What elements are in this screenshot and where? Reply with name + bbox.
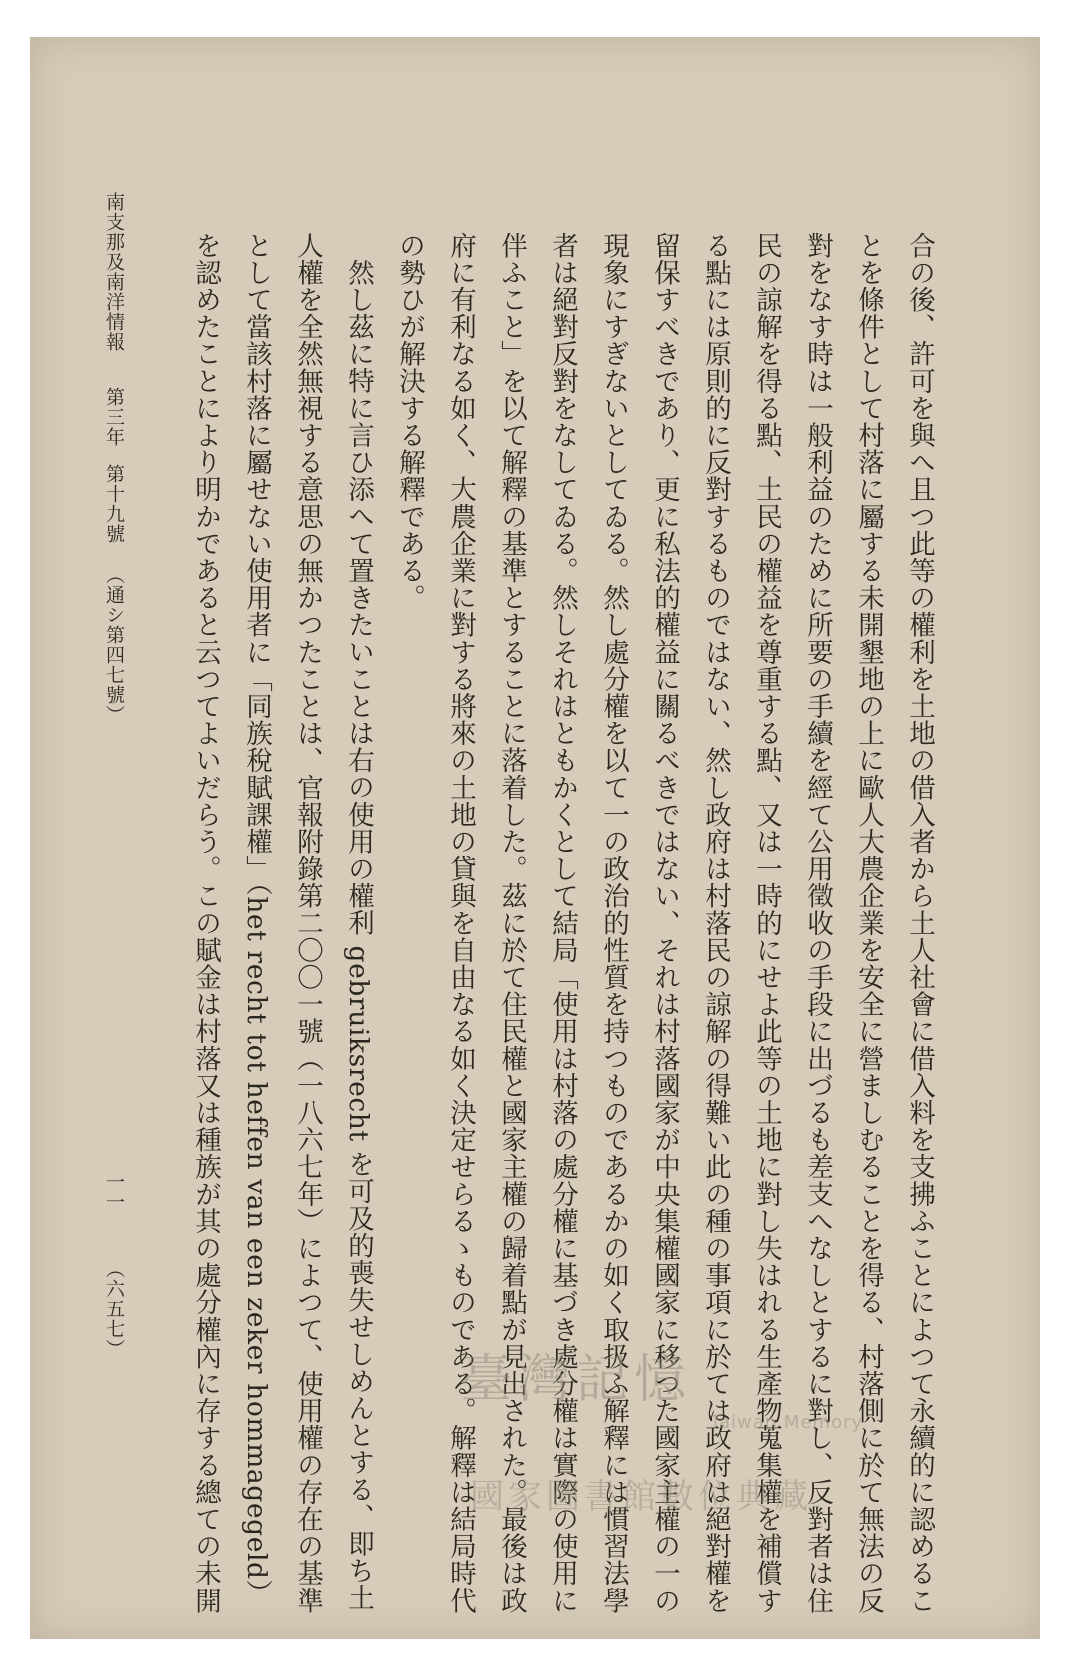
issue-label: 第十九號: [103, 464, 125, 545]
library-watermark-english: Taiwan Memory: [710, 1412, 864, 1433]
paragraph-usage-rights: 然し茲に特に言ひ添へて置きたいことは右の使用の權利 gebruiksrecht を可及的喪失せしめんとする、即ち土人權を全然無視する意思の無かつたことは、官報附錄第二〇〇一號（一八六七年）によつて、使用權の存在の基準として當該村落に屬せない使用者に「同族稅賦課權」（het recht tot heffen van een zeker hommagegeld）を認めたことにより明かであると云つてよいだらう。この賦金は村落又は種族が其の處分權內に存する總ての未開: [190, 232, 374, 1615]
cumulative-issue-label: （通シ第四七號）: [103, 565, 125, 726]
page-number: 一一: [103, 1172, 125, 1213]
total-page-number: （六五七）: [103, 1259, 125, 1360]
paragraph-continued: 合の後、許可を與へ且つ此等の權利を土地の借入者から土人社會に借入料を支拂ふことによつて永續的に認めることを條件として村落に屬する未開墾地の上に歐人大農企業を安全に營ましむることを得る、村落側に於て無法の反對をなす時は一般利益のために所要の手續を經て公用徵收の手段に出づるも差支へなしとするに對し、反對者は住民の諒解を得る點、土民の權益を尊重する點、又は一時的にせよ此等の土地に對し失はれる生產物蒐集權を補償する點には原則的に反對するものではない、然し政府は村落民の諒解の得難い此の種の事項に於ては政府は絕對權を留保すべきであり、更に私法的權益に關るべきではない、それは村落國家が中央集權國家に移つた國家主權の一の現象にすぎないとしてゐる。然し處分權を以て一の政治的性質を持つものであるかの如く取扱ふ解釋には慣習法學者は絕對反對をなしてゐる。然しそれはともかくとして結局「使用は村落の處分權に基づき處分權は實際の使用に伴ふこと」を以て解釋の基準とすることに落着した。茲に於て住民權と國家主權の歸着點が見出された。最後は政府に有利なる如く、大農企業に對する將來の土地の貸與を自由なる如く決定せらるゝものである。解釋は結局時代の勢ひが解決する解釋である。: [394, 232, 935, 1615]
scanned-page: [30, 37, 1040, 1639]
running-header: [88, 192, 128, 1617]
library-watermark-seal: 國家圖書館數位典藏: [470, 1477, 812, 1517]
library-watermark: 臺灣記憶: [460, 1350, 693, 1410]
volume-label: 第三年: [103, 387, 125, 448]
journal-title: 南支那及南洋情報: [103, 192, 125, 352]
